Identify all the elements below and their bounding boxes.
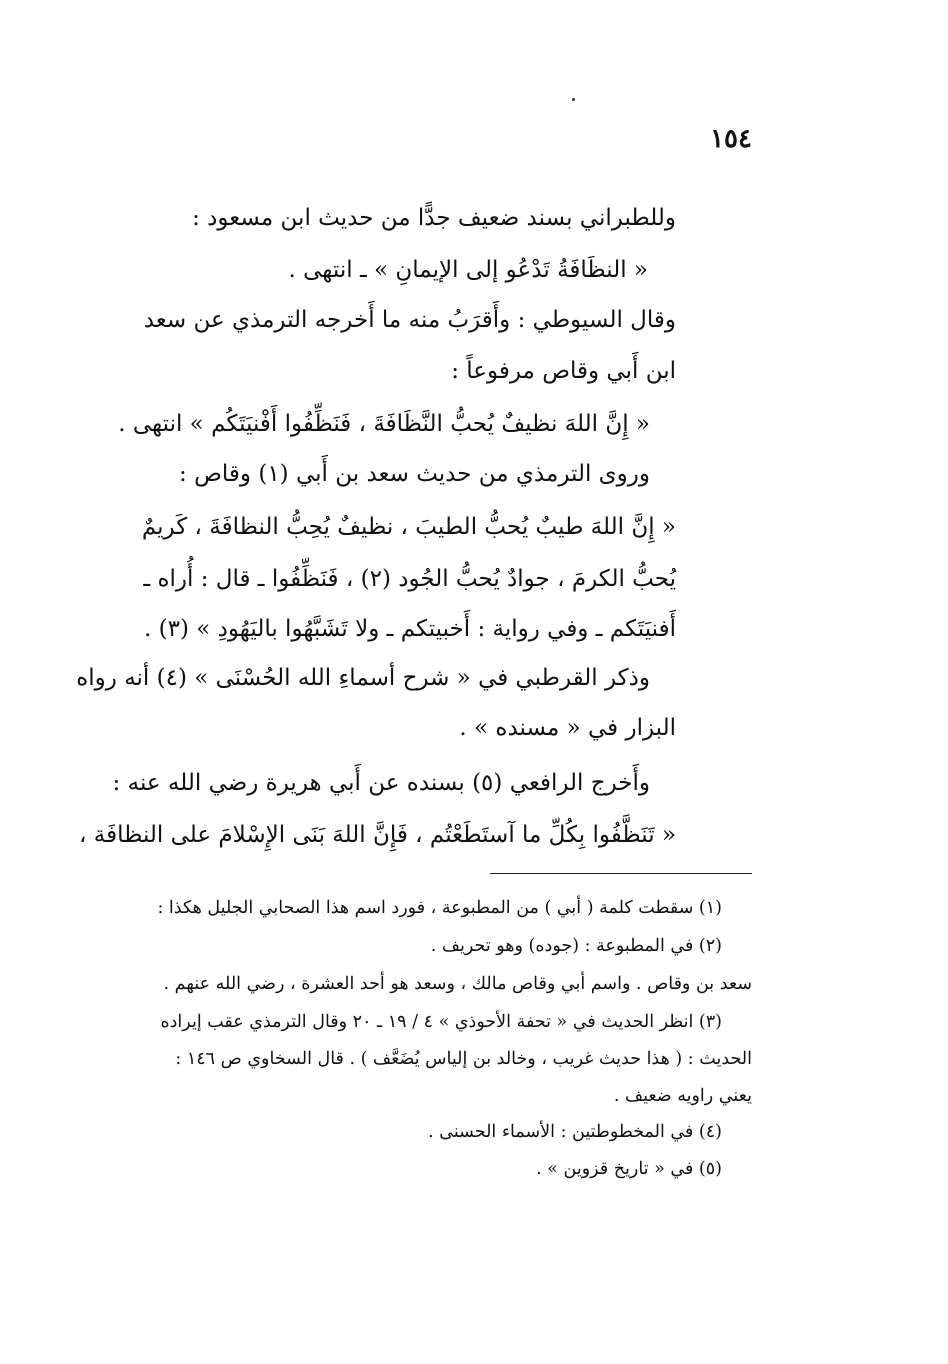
ink-speck: [572, 98, 575, 101]
footnote-separator: [490, 873, 752, 874]
body-line: وللطبراني بسند ضعيف جدًّا من حديث ابن مسعود :: [192, 205, 676, 231]
body-line: يُحبُّ الكرمَ ، جوادٌ يُحبُّ الجُود (٢) ، فَنَظِّفُوا ـ قال : أُراه ـ: [143, 566, 676, 592]
footnote-line: (٣) انظر الحديث في « تحفة الأحوذي » ٤ / ١٩ ـ ٢٠ وقال الترمذي عقب إيراده: [160, 1012, 722, 1032]
body-line: « إِنَّ اللهَ طيبٌ يُحبُّ الطيبَ ، نظيفٌ يُحِبُّ النظافَةَ ، كَريمٌ: [141, 514, 676, 540]
body-line: وروى الترمذي من حديث سعد بن أَبي (١) وقاص :: [179, 461, 650, 487]
footnote-line: (٥) في « تاريخ قزوين » .: [536, 1159, 722, 1179]
body-line: « النظَافَةُ تَدْعُو إلى الإيمانِ » ـ انتهى .: [288, 257, 648, 283]
footnote-line: (٢) في المطبوعة : (جوده) وهو تحريف .: [430, 936, 722, 956]
footnote-line: سعد بن وقاص . واسم أبي وقاص مالك ، وسعد هو أحد العشرة ، رضي الله عنهم .: [163, 974, 752, 994]
body-line: وقال السيوطي : وأَقرَبُ منه ما أَخرجه الترمذي عن سعد: [143, 307, 676, 333]
body-line: « تَنَظَّفُوا بِكُلِّ ما آستَطَعْتُم ، فَإِنَّ اللهَ بَنَى الإِسْلامَ على النظافَة ،: [79, 822, 676, 848]
body-line: ابن أَبي وقاص مرفوعاً :: [451, 358, 676, 384]
footnote-line: الحديث : ( هذا حديث غريب ، وخالد بن إلياس يُضَعَّف ) . قال السخاوي ص ١٤٦ :: [175, 1049, 752, 1069]
body-line: « إِنَّ اللهَ نظيفٌ يُحبُّ النَّظَافَةَ ، فَنَظِّفُوا أَفْنيَتَكُم » انتهى .: [118, 411, 650, 437]
body-line: وذكر القرطبي في « شرح أسماءِ الله الحُسْنَى » (٤) أنه رواه: [76, 665, 650, 691]
body-line: البزار في « مسنده » .: [459, 715, 676, 741]
page-number: ١٥٤: [710, 124, 752, 154]
body-line: أَفنيَتَكم ـ وفي رواية : أَخبيتكم ـ ولا تَشَبَّهُوا باليَهُودِ » (٣) .: [144, 616, 676, 642]
footnote-line: (٤) في المخطوطتين : الأسماء الحسنى .: [428, 1122, 722, 1142]
body-line: وأَخرج الرافعي (٥) بسنده عن أَبي هريرة رضي الله عنه :: [112, 770, 650, 796]
footnote-line: (١) سقطت كلمة ( أبي ) من المطبوعة ، فورد اسم هذا الصحابي الجليل هكذا :: [157, 898, 722, 918]
footnote-line: يعني راويه ضعيف .: [613, 1086, 752, 1106]
